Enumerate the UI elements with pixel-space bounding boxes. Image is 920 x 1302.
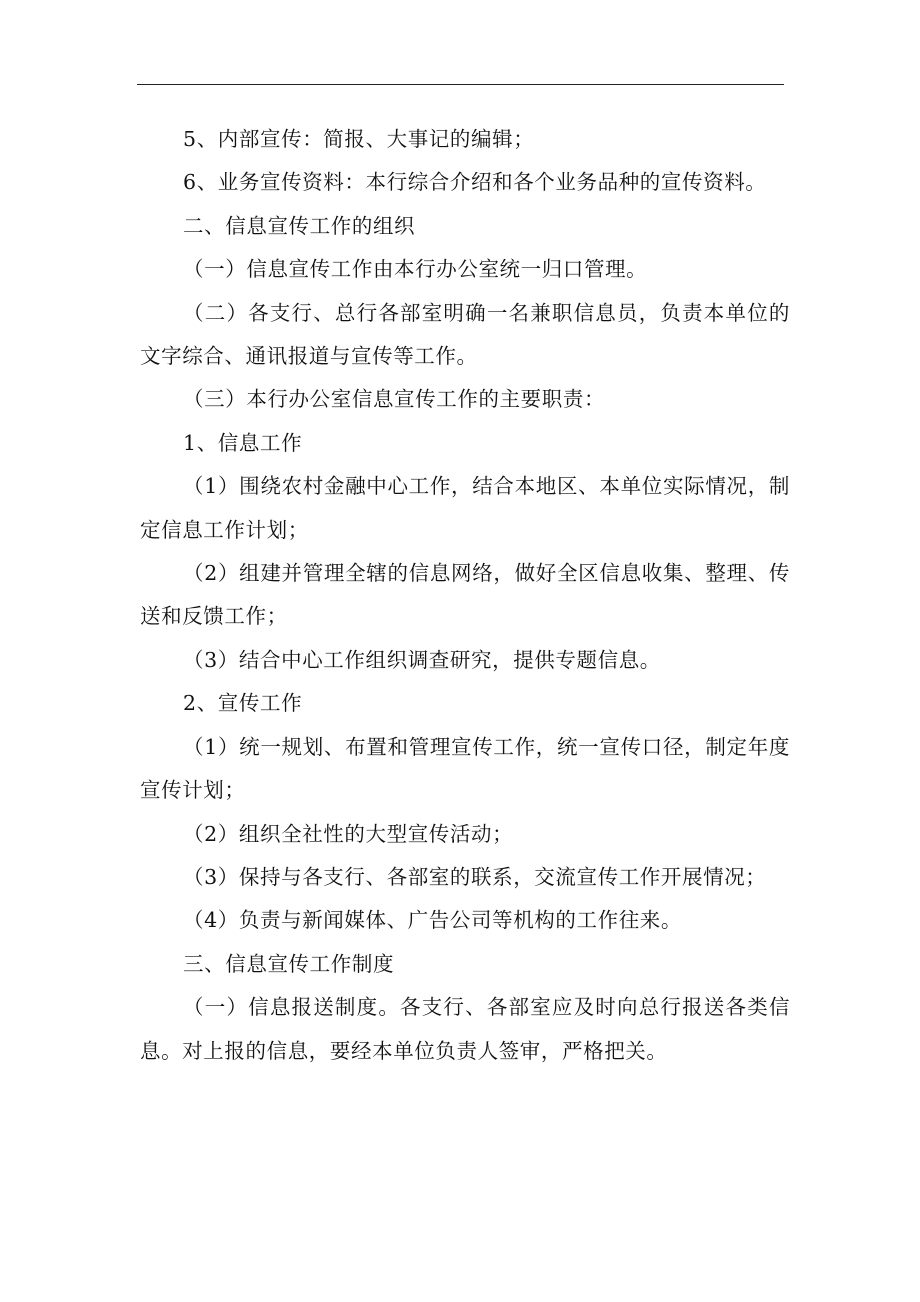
paragraph-business-materials: 6、业务宣传资料：本行综合介绍和各个业务品种的宣传资料。 [183,170,767,195]
paragraph-info-item-1: （1）围绕农村金融中心工作，结合本地区、本单位实际情况，制定信息工作计划； [140,474,790,542]
paragraph-publicity-item-2: （2）组织全社性的大型宣传活动； [183,821,514,846]
paragraph-internal-publicity: 5、内部宣传：简报、大事记的编辑； [183,127,535,151]
header-rule [137,84,784,85]
paragraph-info-item-3: （3）结合中心工作组织调查研究，提供专题信息。 [183,647,661,672]
paragraph-org-item-2: （二）各支行、总行各部室明确一名兼职信息员，负责本单位的文字综合、通讯报道与宣传等工作。 [140,300,790,369]
paragraph-org-item-3: （三）本行办公室信息宣传工作的主要职责： [183,387,606,412]
subheading-publicity-work: 2、宣传工作 [183,691,303,716]
paragraph-publicity-item-4: （4）负责与新闻媒体、广告公司等机构的工作往来。 [183,908,682,933]
paragraph-reporting-system: （一）信息报送制度。各支行、各部室应及时向总行报送各类信息。对上报的信息，要经本单位负责人签审，严格把关。 [140,995,790,1063]
paragraph-info-item-2: （2）组建并管理全辖的信息网络，做好全区信息收集、整理、传送和反馈工作； [140,561,790,629]
paragraph-publicity-item-1: （1）统一规划、布置和管理宣传工作，统一宣传口径，制定年度宣传计划； [140,734,790,803]
subheading-information-work: 1、信息工作 [183,430,303,455]
paragraph-org-item-1: （一）信息宣传工作由本行办公室统一归口管理。 [183,257,648,282]
document-body [140,118,790,1073]
section-heading-organization: 二、信息宣传工作的组织 [183,213,416,238]
paragraph-publicity-item-3: （3）保持与各支行、各部室的联系，交流宣传工作开展情况； [183,864,767,889]
section-heading-system: 三、信息宣传工作制度 [183,951,395,976]
